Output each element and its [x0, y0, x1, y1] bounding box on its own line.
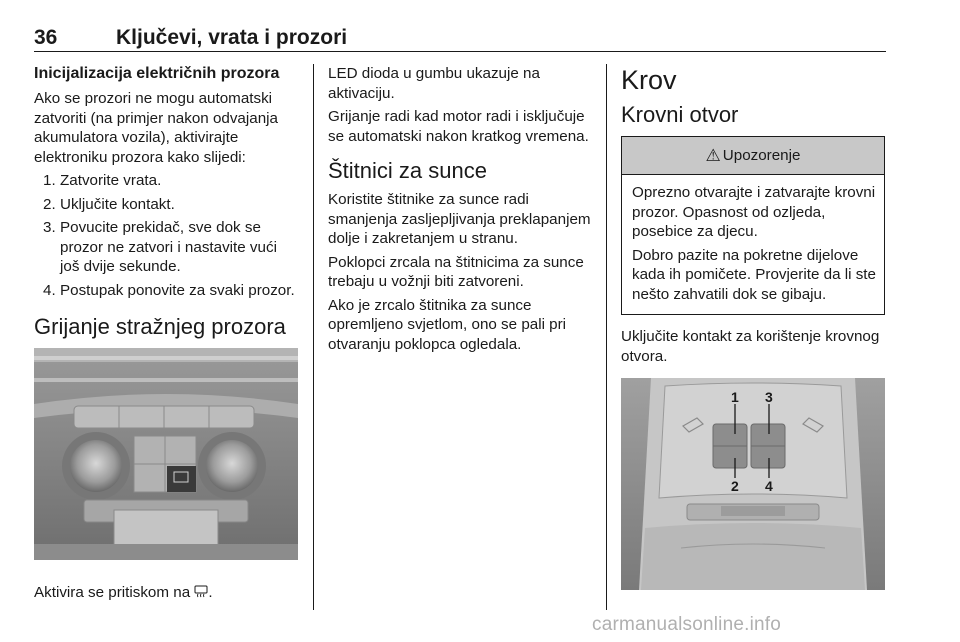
list-item: 3. Povucite prekidač, sve dok se prozor ne zatvori i nastavite vući još dvije sekunde.	[43, 219, 277, 275]
steps-list	[34, 171, 298, 300]
rear-window-defrost-icon	[194, 585, 208, 598]
warning-body	[622, 175, 884, 314]
climate-control-photo	[34, 348, 298, 565]
section-heading-window-init: Inicijalizacija električnih prozora	[34, 65, 280, 82]
list-item: 2. Uključite kontakt.	[43, 195, 175, 213]
section-heading-rear-window-heating: Grijanje stražnjeg prozora	[34, 314, 286, 339]
paragraph: Aktivira se pritiskom na .	[34, 584, 213, 601]
list-item: 4. Postupak ponovite za svaki prozor.	[43, 281, 295, 299]
warning-triangle-icon: ⚠	[705, 145, 721, 165]
column-divider	[606, 64, 607, 610]
callout-3: 3	[765, 389, 773, 405]
column-left	[34, 64, 298, 607]
chapter-title: Ključevi, vrata i prozori	[116, 26, 348, 49]
page-number: 36	[34, 26, 58, 49]
paragraph: Ako je zrcalo štitnika za sunce opremljeno svjetlom, ono se pali pri otvaranju poklopca ogledala.	[328, 296, 567, 353]
paragraph: Oprezno otvarajte i zatvarajte krovni prozor. Opasnost od ozljeda, posebice za djecu.	[632, 184, 876, 240]
paragraph: Grijanje radi kad motor radi i isključuje se automatski nakon kratkog vremena.	[328, 108, 589, 145]
paragraph: LED dioda u gumbu ukazuje na aktivaciju.	[328, 65, 540, 102]
callout-4: 4	[765, 478, 773, 494]
callout-2: 2	[731, 478, 739, 494]
column-middle	[328, 64, 592, 358]
warning-title: Upozorenje	[722, 147, 801, 164]
section-heading-sun-visors: Štitnici za sunce	[328, 158, 487, 183]
paragraph: Poklopci zrcala na štitnicima za sunce trebaju u vožnji biti zatvoreni.	[328, 253, 584, 290]
section-heading-sunroof: Krovni otvor	[621, 102, 739, 127]
warning-box	[621, 136, 885, 315]
callout-1: 1	[731, 389, 739, 405]
paragraph: Uključite kontakt za korištenje krovnog otvora.	[621, 328, 880, 365]
warning-header	[622, 137, 884, 175]
watermark: carmanualsonline.info	[592, 614, 782, 635]
column-right	[621, 64, 885, 613]
column-divider	[313, 64, 314, 610]
sunroof-switch-photo	[621, 378, 885, 595]
paragraph: Dobro pazite na pokretne dijelove kada ih pomičete. Provjerite da li ste nešto zahvatili dok se gibaju.	[632, 246, 876, 303]
section-heading-roof: Krov	[621, 65, 677, 95]
list-item: 1. Zatvorite vrata.	[43, 172, 162, 189]
page-header	[34, 26, 886, 52]
paragraph: Koristite štitnike za sunce radi smanjenja zasljepljivanja preklapanjem dolje i zakretanjem u stranu.	[328, 191, 591, 247]
paragraph: Ako se prozori ne mogu automatski zatvoriti (na primjer nakon odvajanja akumulatora vozila), aktivirajte elektroniku prozora kako slijedi:	[34, 90, 278, 166]
